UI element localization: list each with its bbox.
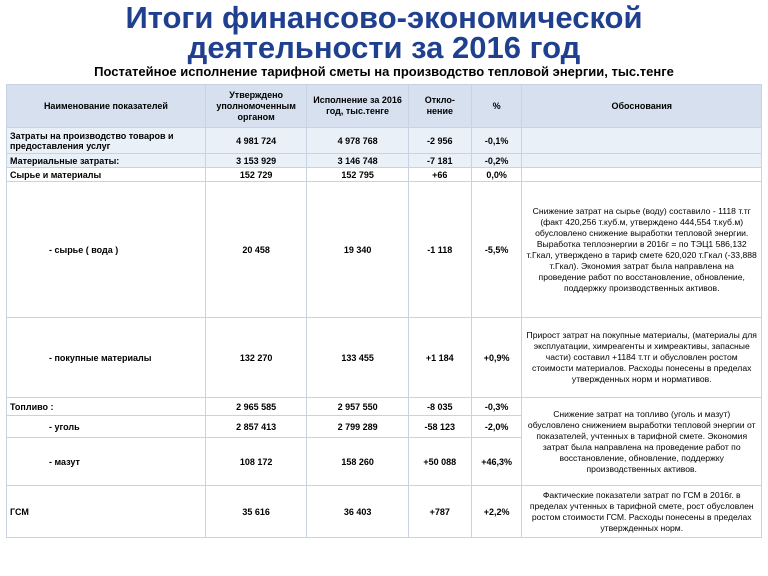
row-percent: -0,3% <box>471 398 522 416</box>
table-row <box>7 128 762 154</box>
row-approved: 35 616 <box>205 486 306 538</box>
row-deviation: +50 088 <box>408 438 471 486</box>
row-deviation: +1 184 <box>408 318 471 398</box>
row-executed: 19 340 <box>307 182 408 318</box>
row-justification: Фактические показатели затрат по ГСМ в 2016г. в пределах учтенных в тарифной смете, рост обусловлен ростом стоимости ГСМ. Расходы понесены в пределах утвержденных норм. <box>522 486 762 538</box>
table-row <box>7 398 762 416</box>
row-name: Материальные затраты: <box>7 154 206 168</box>
header-deviation: Откло-нение <box>408 85 471 128</box>
row-deviation: -7 181 <box>408 154 471 168</box>
row-percent: +0,9% <box>471 318 522 398</box>
header-percent: % <box>471 85 522 128</box>
row-name: - мазут <box>7 438 206 486</box>
header-executed: Исполнение за 2016 год, тыс.тенге <box>307 85 408 128</box>
row-justification: Снижение затрат на сырье (воду) составило - 1118 т.тг (факт 420,256 т.куб.м, утверждено 444,554 т.куб.м) обусловлено снижение выработки тепловой энергии. Выработка теплоэнергии в 2016г = по ТЭЦ1 586,132 т.Гкал, утверждено в тариф смете 620,020 т.Гкал (-33,888 т.Гкал). Экономия затрат была направлена на проведение работ по восстановление, обновление, поддержку производственных активов. <box>522 182 762 318</box>
row-name: Топливо : <box>7 398 206 416</box>
row-percent: -5,5% <box>471 182 522 318</box>
row-approved: 132 270 <box>205 318 306 398</box>
tariff-estimate-table <box>6 84 762 538</box>
row-name: Затраты на производство товаров и предоставления услуг <box>7 128 206 154</box>
row-name: - уголь <box>7 416 206 438</box>
table-row <box>7 168 762 182</box>
table-row <box>7 486 762 538</box>
row-deviation: -8 035 <box>408 398 471 416</box>
row-justification <box>522 128 762 154</box>
row-approved: 2 965 585 <box>205 398 306 416</box>
header-name: Наименование показателей <box>7 85 206 128</box>
table-row <box>7 318 762 398</box>
table-row <box>7 182 762 318</box>
row-name: - сырье ( вода ) <box>7 182 206 318</box>
row-justification <box>522 154 762 168</box>
header-justification: Обоснования <box>522 85 762 128</box>
row-executed: 4 978 768 <box>307 128 408 154</box>
row-percent: -2,0% <box>471 416 522 438</box>
table-row <box>7 154 762 168</box>
table-subtitle: Постатейное исполнение тарифной сметы на производство тепловой энергии, тыс.тенге <box>94 64 674 79</box>
row-executed: 36 403 <box>307 486 408 538</box>
row-name: ГСМ <box>7 486 206 538</box>
row-percent: 0,0% <box>471 168 522 182</box>
row-justification: Снижение затрат на топливо (уголь и мазут) обусловлено снижением выработки тепловой энергии от показателей, учтенных в тарифной смете. Экономия затрат была направлена на проведение работ по восстановление, обновление, поддержку производственных активов. <box>522 398 762 486</box>
row-approved: 2 857 413 <box>205 416 306 438</box>
row-percent: -0,1% <box>471 128 522 154</box>
row-executed: 3 146 748 <box>307 154 408 168</box>
row-executed: 2 799 289 <box>307 416 408 438</box>
header-approved: Утверждено уполномоченным органом <box>205 85 306 128</box>
row-percent: +46,3% <box>471 438 522 486</box>
row-approved: 3 153 929 <box>205 154 306 168</box>
row-executed: 152 795 <box>307 168 408 182</box>
title-line-2: деятельности за 2016 год <box>187 30 581 65</box>
row-justification <box>522 168 762 182</box>
row-percent: +2,2% <box>471 486 522 538</box>
row-approved: 20 458 <box>205 182 306 318</box>
row-deviation: -1 118 <box>408 182 471 318</box>
row-executed: 2 957 550 <box>307 398 408 416</box>
row-justification: Прирост затрат на покупные материалы, (материалы для эксплуатации, химреагенты и химреактивы, запасные части) составил +1184 т.тг и обусловлен ростом стоимости материалов. Расходы понесены в пределах утвержденных норм и нормативов. <box>522 318 762 398</box>
row-deviation: -58 123 <box>408 416 471 438</box>
row-percent: -0,2% <box>471 154 522 168</box>
title-line-1: Итоги финансово-экономической <box>125 0 643 35</box>
row-deviation: +66 <box>408 168 471 182</box>
row-name: Сырье и материалы <box>7 168 206 182</box>
row-executed: 133 455 <box>307 318 408 398</box>
row-approved: 4 981 724 <box>205 128 306 154</box>
row-deviation: +787 <box>408 486 471 538</box>
row-executed: 158 260 <box>307 438 408 486</box>
row-deviation: -2 956 <box>408 128 471 154</box>
row-approved: 152 729 <box>205 168 306 182</box>
row-approved: 108 172 <box>205 438 306 486</box>
row-name: - покупные материалы <box>7 318 206 398</box>
table-header-row <box>7 85 762 128</box>
